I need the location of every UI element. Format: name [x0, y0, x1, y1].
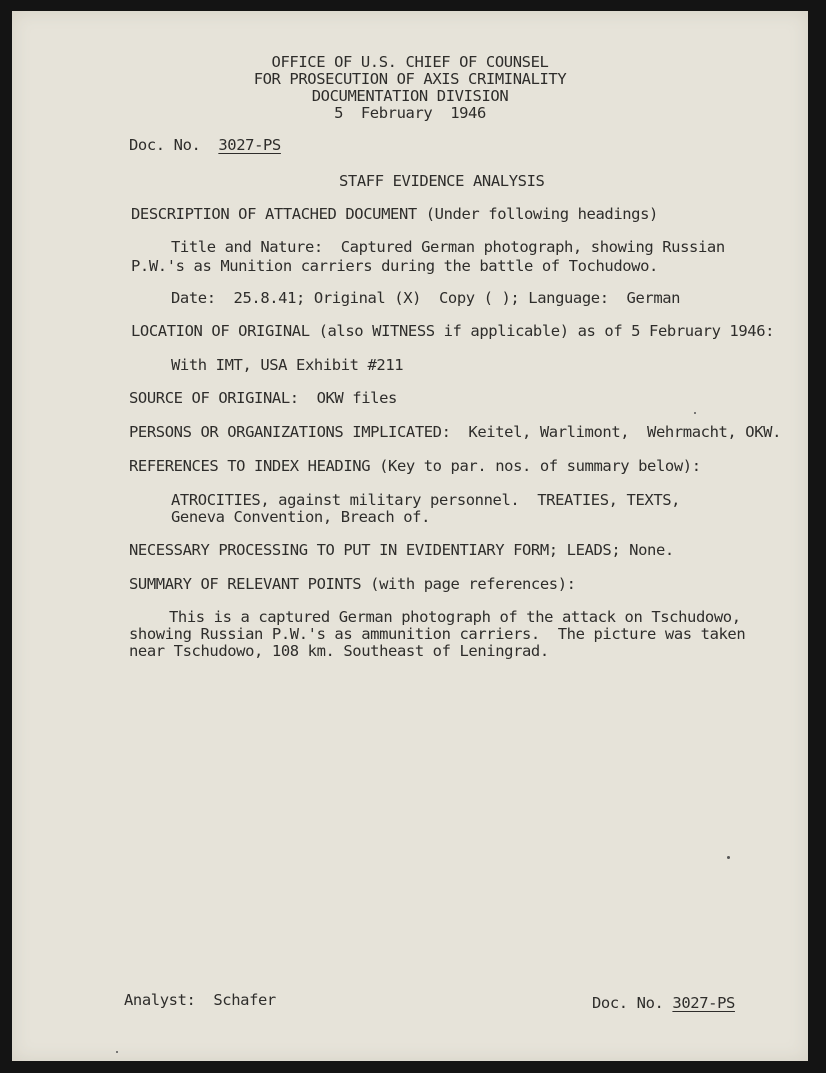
doc-number-top [129, 136, 281, 155]
date-line: Date: 25.8.41; Original (X) Copy ( ); Language: German [171, 289, 681, 307]
analyst-name: Schafer [213, 991, 276, 1009]
footer-doc-number-label: Doc. No. [592, 994, 664, 1012]
analyst-label: Analyst: [124, 991, 196, 1009]
summary-line1: This is a captured German photograph of the attack on Tschudowo, [169, 608, 741, 626]
document-page [12, 11, 808, 1061]
paper-speck [116, 1051, 118, 1053]
description-heading: DESCRIPTION OF ATTACHED DOCUMENT (Under following headings) [131, 205, 658, 223]
analysis-title: STAFF EVIDENCE ANALYSIS [339, 172, 545, 190]
header-date: 5 February 1946 [334, 104, 486, 122]
analyst-line [124, 991, 276, 1010]
title-nature-line2: P.W.'s as Munition carriers during the battle of Tochudowo. [131, 257, 658, 275]
summary-line3: near Tschudowo, 108 km. Southeast of Leningrad. [129, 642, 549, 660]
footer-doc-number-value: 3027-PS [672, 994, 735, 1012]
references-line1: ATROCITIES, against military personnel. TREATIES, TEXTS, [171, 491, 681, 509]
doc-number-value: 3027-PS [218, 136, 281, 154]
header-division: DOCUMENTATION DIVISION [311, 87, 509, 105]
location-value: With IMT, USA Exhibit #211 [171, 356, 404, 374]
doc-number-label: Doc. No. [129, 136, 201, 154]
source-line: SOURCE OF ORIGINAL: OKW files [129, 389, 397, 407]
paper-speck [727, 856, 730, 859]
references-heading: REFERENCES TO INDEX HEADING (Key to par. nos. of summary below): [129, 457, 701, 475]
summary-line2: showing Russian P.W.'s as ammunition carriers. The picture was taken [129, 625, 746, 643]
paper-speck [694, 412, 696, 414]
location-heading: LOCATION OF ORIGINAL (also WITNESS if applicable) as of 5 February 1946: [131, 322, 775, 340]
doc-number-bottom [592, 994, 735, 1013]
header-prosecution: FOR PROSECUTION OF AXIS CRIMINALITY [253, 70, 567, 88]
summary-heading: SUMMARY OF RELEVANT POINTS (with page references): [129, 575, 576, 593]
references-line2: Geneva Convention, Breach of. [171, 508, 431, 526]
processing-line: NECESSARY PROCESSING TO PUT IN EVIDENTIARY FORM; LEADS; None. [129, 541, 674, 559]
header-office: OFFICE OF U.S. CHIEF OF COUNSEL [271, 53, 549, 71]
persons-line: PERSONS OR ORGANIZATIONS IMPLICATED: Keitel, Warlimont, Wehrmacht, OKW. [129, 423, 782, 441]
title-nature-line1: Title and Nature: Captured German photograph, showing Russian [171, 238, 725, 256]
